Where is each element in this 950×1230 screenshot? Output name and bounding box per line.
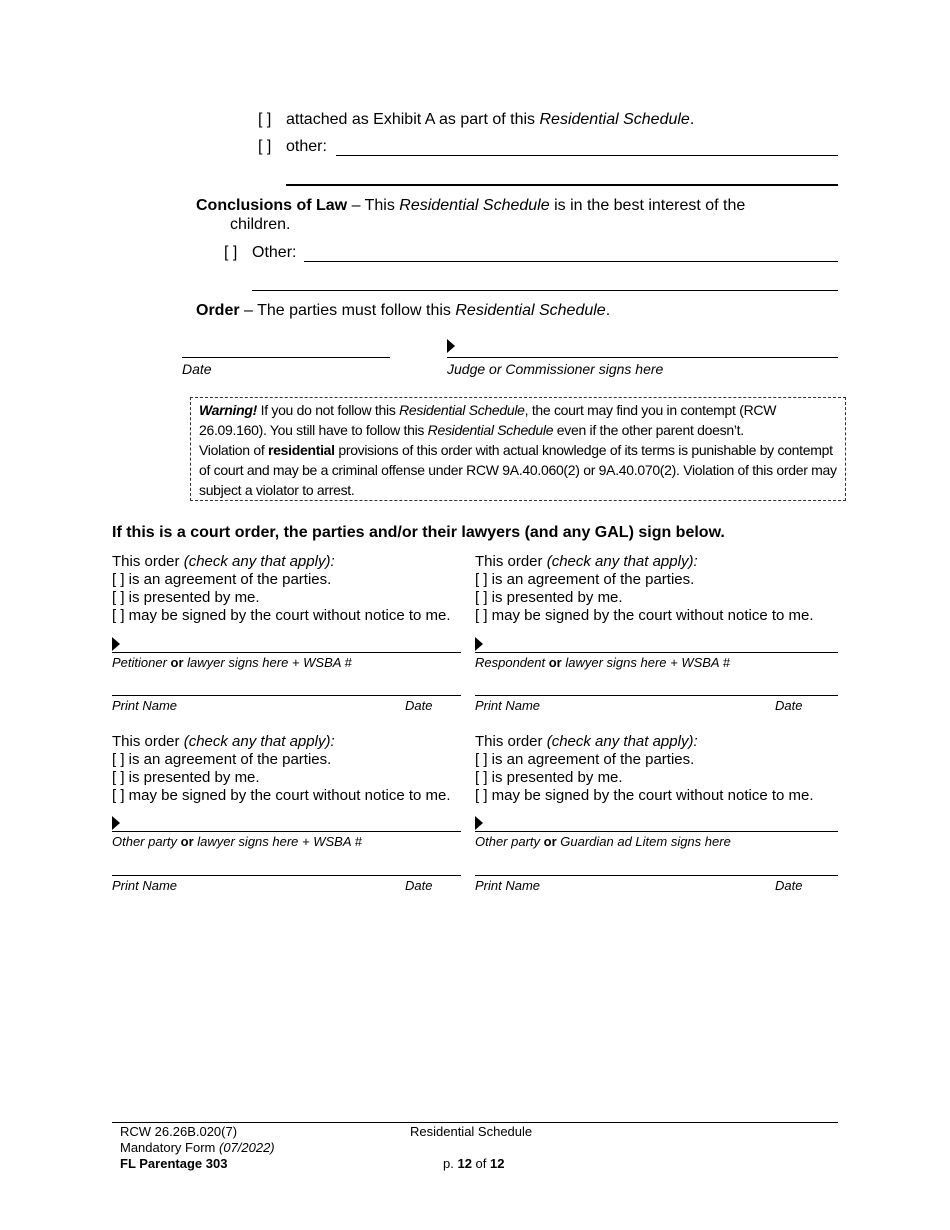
signers-heading: If this is a court order, the parties and/or their lawyers (and any GAL) sign below. <box>112 524 725 541</box>
gal-signature-label: Other party or Guardian ad Litem signs here <box>475 834 731 849</box>
petitioner-signature-line[interactable] <box>112 652 461 653</box>
respondent-print-line[interactable] <box>475 695 838 696</box>
sign-arrow-icon <box>475 637 483 651</box>
other-party-signature-line[interactable] <box>112 831 461 832</box>
gal-opt-no-notice[interactable]: [ ] may be signed by the court without notice to me. <box>475 787 814 804</box>
gal-opt-agreement[interactable]: [ ] is an agreement of the parties. <box>475 751 695 768</box>
respondent-order-options: This order (check any that apply): [ ] is an agreement of the parties. [ ] is presented by me. [ ] may be signed by the court without notice to me. <box>475 553 814 624</box>
other-party-print-line[interactable] <box>112 875 461 876</box>
respondent-signature-label: Respondent or lawyer signs here + WSBA # <box>475 655 730 670</box>
petitioner-opt-presented[interactable]: [ ] is presented by me. <box>112 589 260 606</box>
date-label: Date <box>775 698 803 713</box>
other-party-opt-no-notice[interactable]: [ ] may be signed by the court without notice to me. <box>112 787 451 804</box>
sign-arrow-icon <box>112 816 120 830</box>
other-party-opt-presented[interactable]: [ ] is presented by me. <box>112 769 260 786</box>
respondent-signature-line[interactable] <box>475 652 838 653</box>
print-name-label: Print Name <box>475 698 541 713</box>
other-input-line-2[interactable] <box>286 184 838 186</box>
exhibit-option-text: attached as Exhibit A as part of this Residential Schedule. <box>286 111 695 128</box>
judge-signature-label: Judge or Commissioner signs here <box>447 361 664 377</box>
date-label: Date <box>405 878 433 893</box>
exhibit-checkbox[interactable]: [ ] <box>258 111 272 128</box>
footer-title: Residential Schedule <box>410 1124 533 1139</box>
date-label: Date <box>405 698 433 713</box>
other-party-signature-label: Other party or lawyer signs here + WSBA # <box>112 834 362 849</box>
other-input-line[interactable] <box>336 155 838 156</box>
gal-signature-line[interactable] <box>475 831 838 832</box>
conclusions-other-label: Other: <box>252 244 297 261</box>
respondent-opt-presented[interactable]: [ ] is presented by me. <box>475 589 623 606</box>
respondent-opt-no-notice[interactable]: [ ] may be signed by the court without notice to me. <box>475 607 814 624</box>
other-label: other: <box>286 138 327 155</box>
date-label: Date <box>182 361 212 377</box>
print-name-label: Print Name <box>112 878 178 893</box>
print-name-label: Print Name <box>475 878 541 893</box>
petitioner-order-options: This order (check any that apply): [ ] is an agreement of the parties. [ ] is presented by me. [ ] may be signed by the court without notice to me. <box>112 553 451 624</box>
sign-arrow-icon <box>112 637 120 651</box>
other-checkbox[interactable]: [ ] <box>258 138 272 155</box>
petitioner-opt-no-notice[interactable]: [ ] may be signed by the court without notice to me. <box>112 607 451 624</box>
warning-paragraph-2: Violation of residential provisions of this order with actual knowledge of its terms is punishable by contempt of court and may be a criminal offense under RCW 9A.40.060(2) or 9A.40.070(2). Violation of this order may subject a violator to arrest. <box>199 442 837 498</box>
warning-paragraph-1: Warning! If you do not follow this Residential Schedule, the court may find you in contempt (RCW 26.09.160). You still have to follow this Residential Schedule even if the other parent doesn’t. <box>199 402 777 438</box>
gal-opt-presented[interactable]: [ ] is presented by me. <box>475 769 623 786</box>
warning-box <box>190 397 846 501</box>
sign-arrow-icon <box>447 339 455 353</box>
conclusions-other-line-2[interactable] <box>252 290 838 291</box>
conclusions-other-line[interactable] <box>304 261 838 262</box>
gal-order-options: This order (check any that apply): [ ] is an agreement of the parties. [ ] is presented by me. [ ] may be signed by the court without notice to me. <box>475 733 814 804</box>
print-name-label: Print Name <box>112 698 178 713</box>
petitioner-opt-agreement[interactable]: [ ] is an agreement of the parties. <box>112 571 332 588</box>
sign-arrow-icon <box>475 816 483 830</box>
other-party-opt-agreement[interactable]: [ ] is an agreement of the parties. <box>112 751 332 768</box>
respondent-opt-agreement[interactable]: [ ] is an agreement of the parties. <box>475 571 695 588</box>
petitioner-print-line[interactable] <box>112 695 461 696</box>
judge-signature-line[interactable] <box>447 357 838 358</box>
footer-rule <box>112 1122 838 1123</box>
petitioner-signature-label: Petitioner or lawyer signs here + WSBA # <box>112 655 352 670</box>
conclusions-other-checkbox[interactable]: [ ] <box>224 244 238 261</box>
date-label: Date <box>775 878 803 893</box>
other-party-order-options: This order (check any that apply): [ ] is an agreement of the parties. [ ] is presented by me. [ ] may be signed by the court without notice to me. <box>112 733 451 804</box>
gal-print-line[interactable] <box>475 875 838 876</box>
footer-form-info: RCW 26.26B.020(7) Mandatory Form (07/2022) FL Parentage 303 <box>120 1124 275 1171</box>
conclusions-line2: children. <box>230 216 291 233</box>
order-statement: Order – The parties must follow this Residential Schedule. <box>196 302 611 319</box>
conclusions-of-law: Conclusions of Law – This Residential Schedule is in the best interest of the <box>196 197 746 214</box>
footer-page-number: p. 12 of 12 <box>443 1156 505 1171</box>
date-line[interactable] <box>182 357 390 358</box>
